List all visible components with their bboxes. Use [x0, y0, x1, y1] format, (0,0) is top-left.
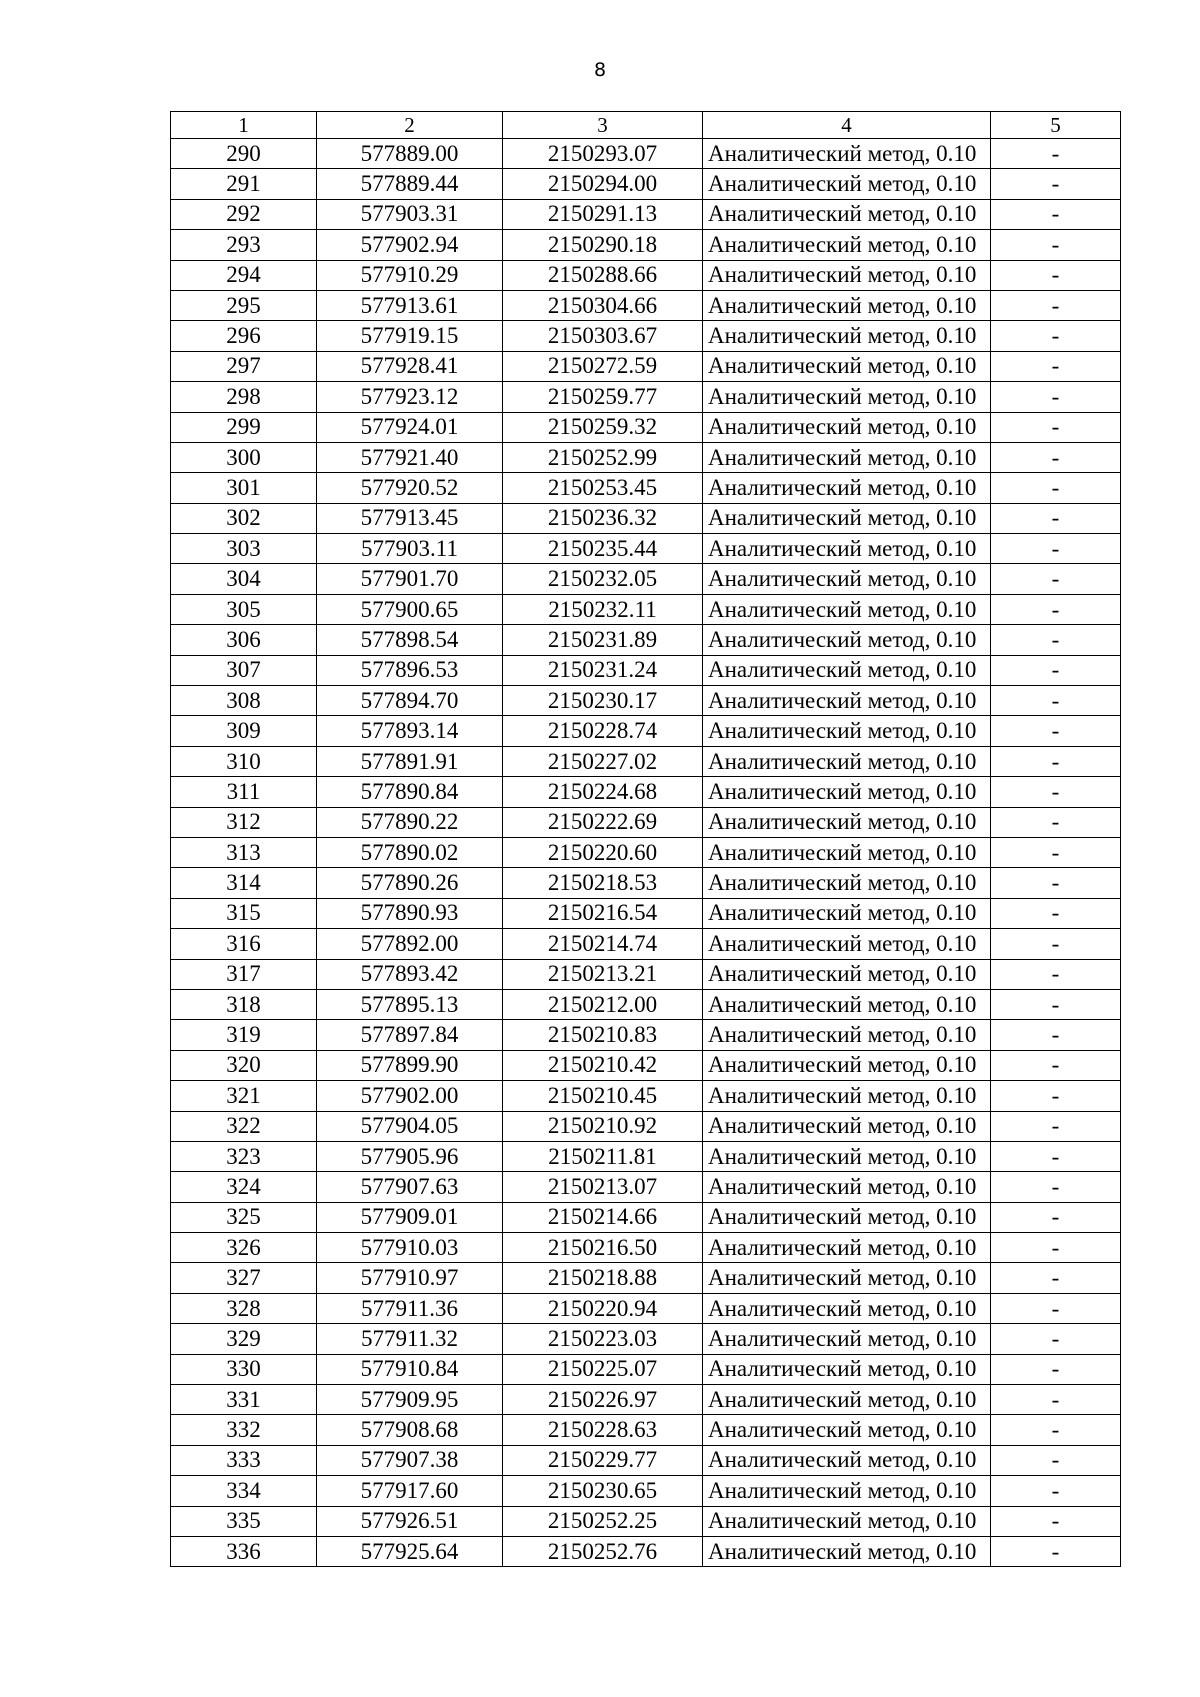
x-coordinate-cell: 577893.42 — [317, 959, 503, 989]
method-cell: Аналитический метод, 0.10 — [703, 1233, 991, 1263]
point-number-cell: 317 — [171, 959, 317, 989]
point-number-cell: 313 — [171, 837, 317, 867]
table-row — [171, 898, 1121, 928]
method-cell: Аналитический метод, 0.10 — [703, 989, 991, 1019]
point-number-cell: 307 — [171, 655, 317, 685]
point-number-cell: 292 — [171, 199, 317, 229]
x-coordinate-cell: 577909.01 — [317, 1202, 503, 1232]
x-coordinate-cell: 577907.63 — [317, 1172, 503, 1202]
method-cell: Аналитический метод, 0.10 — [703, 1445, 991, 1475]
y-coordinate-cell: 2150216.50 — [503, 1233, 703, 1263]
point-number-cell: 331 — [171, 1385, 317, 1415]
table-row — [171, 1536, 1121, 1566]
table-row — [171, 321, 1121, 351]
point-number-cell: 301 — [171, 473, 317, 503]
x-coordinate-cell: 577890.26 — [317, 868, 503, 898]
point-number-cell: 303 — [171, 534, 317, 564]
table-row — [171, 1050, 1121, 1080]
y-coordinate-cell: 2150294.00 — [503, 169, 703, 199]
table-row — [171, 290, 1121, 320]
x-coordinate-cell: 577891.91 — [317, 746, 503, 776]
table-row — [171, 746, 1121, 776]
table-row — [171, 139, 1121, 169]
y-coordinate-cell: 2150272.59 — [503, 351, 703, 381]
point-number-cell: 290 — [171, 139, 317, 169]
y-coordinate-cell: 2150235.44 — [503, 534, 703, 564]
x-coordinate-cell: 577894.70 — [317, 686, 503, 716]
remark-cell: - — [991, 139, 1121, 169]
method-cell: Аналитический метод, 0.10 — [703, 1293, 991, 1323]
column-header-2: 2 — [317, 112, 503, 139]
remark-cell: - — [991, 442, 1121, 472]
table-body — [171, 139, 1121, 1567]
point-number-cell: 298 — [171, 382, 317, 412]
y-coordinate-cell: 2150222.69 — [503, 807, 703, 837]
y-coordinate-cell: 2150230.17 — [503, 686, 703, 716]
remark-cell: - — [991, 777, 1121, 807]
table-row — [171, 625, 1121, 655]
table-row — [171, 868, 1121, 898]
method-cell: Аналитический метод, 0.10 — [703, 868, 991, 898]
table-row — [171, 1476, 1121, 1506]
remark-cell: - — [991, 716, 1121, 746]
remark-cell: - — [991, 1415, 1121, 1445]
table-row — [171, 989, 1121, 1019]
y-coordinate-cell: 2150304.66 — [503, 290, 703, 320]
point-number-cell: 329 — [171, 1324, 317, 1354]
method-cell: Аналитический метод, 0.10 — [703, 1202, 991, 1232]
x-coordinate-cell: 577924.01 — [317, 412, 503, 442]
remark-cell: - — [991, 290, 1121, 320]
point-number-cell: 321 — [171, 1081, 317, 1111]
y-coordinate-cell: 2150224.68 — [503, 777, 703, 807]
remark-cell: - — [991, 686, 1121, 716]
method-cell: Аналитический метод, 0.10 — [703, 351, 991, 381]
x-coordinate-cell: 577890.84 — [317, 777, 503, 807]
method-cell: Аналитический метод, 0.10 — [703, 1536, 991, 1566]
point-number-cell: 333 — [171, 1445, 317, 1475]
table-row — [171, 1445, 1121, 1475]
remark-cell: - — [991, 1020, 1121, 1050]
remark-cell: - — [991, 1172, 1121, 1202]
x-coordinate-cell: 577904.05 — [317, 1111, 503, 1141]
remark-cell: - — [991, 1233, 1121, 1263]
y-coordinate-cell: 2150236.32 — [503, 503, 703, 533]
point-number-cell: 326 — [171, 1233, 317, 1263]
table-row — [171, 351, 1121, 381]
x-coordinate-cell: 577917.60 — [317, 1476, 503, 1506]
method-cell: Аналитический метод, 0.10 — [703, 1385, 991, 1415]
x-coordinate-cell: 577889.00 — [317, 139, 503, 169]
y-coordinate-cell: 2150230.65 — [503, 1476, 703, 1506]
y-coordinate-cell: 2150218.88 — [503, 1263, 703, 1293]
method-cell: Аналитический метод, 0.10 — [703, 898, 991, 928]
remark-cell: - — [991, 1536, 1121, 1566]
y-coordinate-cell: 2150213.07 — [503, 1172, 703, 1202]
remark-cell: - — [991, 1141, 1121, 1171]
table-row — [171, 1263, 1121, 1293]
point-number-cell: 325 — [171, 1202, 317, 1232]
table-row — [171, 169, 1121, 199]
y-coordinate-cell: 2150288.66 — [503, 260, 703, 290]
method-cell: Аналитический метод, 0.10 — [703, 1020, 991, 1050]
method-cell: Аналитический метод, 0.10 — [703, 837, 991, 867]
point-number-cell: 306 — [171, 625, 317, 655]
point-number-cell: 324 — [171, 1172, 317, 1202]
method-cell: Аналитический метод, 0.10 — [703, 1324, 991, 1354]
method-cell: Аналитический метод, 0.10 — [703, 442, 991, 472]
table-row — [171, 594, 1121, 624]
method-cell: Аналитический метод, 0.10 — [703, 1263, 991, 1293]
remark-cell: - — [991, 169, 1121, 199]
y-coordinate-cell: 2150220.94 — [503, 1293, 703, 1323]
remark-cell: - — [991, 1506, 1121, 1536]
method-cell: Аналитический метод, 0.10 — [703, 686, 991, 716]
table-row — [171, 1354, 1121, 1384]
point-number-cell: 332 — [171, 1415, 317, 1445]
x-coordinate-cell: 577903.11 — [317, 534, 503, 564]
method-cell: Аналитический метод, 0.10 — [703, 199, 991, 229]
x-coordinate-cell: 577910.03 — [317, 1233, 503, 1263]
x-coordinate-cell: 577926.51 — [317, 1506, 503, 1536]
method-cell: Аналитический метод, 0.10 — [703, 746, 991, 776]
remark-cell: - — [991, 655, 1121, 685]
method-cell: Аналитический метод, 0.10 — [703, 1476, 991, 1506]
method-cell: Аналитический метод, 0.10 — [703, 139, 991, 169]
remark-cell: - — [991, 989, 1121, 1019]
x-coordinate-cell: 577898.54 — [317, 625, 503, 655]
point-number-cell: 330 — [171, 1354, 317, 1384]
remark-cell: - — [991, 230, 1121, 260]
x-coordinate-cell: 577908.68 — [317, 1415, 503, 1445]
y-coordinate-cell: 2150259.32 — [503, 412, 703, 442]
remark-cell: - — [991, 321, 1121, 351]
remark-cell: - — [991, 1202, 1121, 1232]
y-coordinate-cell: 2150290.18 — [503, 230, 703, 260]
y-coordinate-cell: 2150223.03 — [503, 1324, 703, 1354]
table-header-row — [171, 112, 1121, 139]
x-coordinate-cell: 577921.40 — [317, 442, 503, 472]
x-coordinate-cell: 577913.45 — [317, 503, 503, 533]
x-coordinate-cell: 577900.65 — [317, 594, 503, 624]
y-coordinate-cell: 2150291.13 — [503, 199, 703, 229]
remark-cell: - — [991, 594, 1121, 624]
remark-cell: - — [991, 564, 1121, 594]
x-coordinate-cell: 577902.94 — [317, 230, 503, 260]
column-header-1: 1 — [171, 112, 317, 139]
x-coordinate-cell: 577903.31 — [317, 199, 503, 229]
method-cell: Аналитический метод, 0.10 — [703, 716, 991, 746]
table-row — [171, 1081, 1121, 1111]
remark-cell: - — [991, 929, 1121, 959]
table-row — [171, 1141, 1121, 1171]
point-number-cell: 336 — [171, 1536, 317, 1566]
remark-cell: - — [991, 868, 1121, 898]
point-number-cell: 293 — [171, 230, 317, 260]
coordinates-table — [170, 111, 1121, 1567]
method-cell: Аналитический метод, 0.10 — [703, 594, 991, 624]
table-row — [171, 1415, 1121, 1445]
point-number-cell: 300 — [171, 442, 317, 472]
remark-cell: - — [991, 1445, 1121, 1475]
table-row — [171, 503, 1121, 533]
table-row — [171, 655, 1121, 685]
remark-cell: - — [991, 1385, 1121, 1415]
remark-cell: - — [991, 1081, 1121, 1111]
table-row — [171, 199, 1121, 229]
x-coordinate-cell: 577913.61 — [317, 290, 503, 320]
method-cell: Аналитический метод, 0.10 — [703, 1111, 991, 1141]
table-row — [171, 1233, 1121, 1263]
y-coordinate-cell: 2150218.53 — [503, 868, 703, 898]
y-coordinate-cell: 2150210.45 — [503, 1081, 703, 1111]
y-coordinate-cell: 2150216.54 — [503, 898, 703, 928]
point-number-cell: 316 — [171, 929, 317, 959]
point-number-cell: 310 — [171, 746, 317, 776]
x-coordinate-cell: 577899.90 — [317, 1050, 503, 1080]
point-number-cell: 328 — [171, 1293, 317, 1323]
page-number: 8 — [593, 59, 607, 81]
y-coordinate-cell: 2150225.07 — [503, 1354, 703, 1384]
y-coordinate-cell: 2150232.05 — [503, 564, 703, 594]
method-cell: Аналитический метод, 0.10 — [703, 230, 991, 260]
y-coordinate-cell: 2150232.11 — [503, 594, 703, 624]
y-coordinate-cell: 2150226.97 — [503, 1385, 703, 1415]
point-number-cell: 335 — [171, 1506, 317, 1536]
point-number-cell: 320 — [171, 1050, 317, 1080]
point-number-cell: 295 — [171, 290, 317, 320]
point-number-cell: 319 — [171, 1020, 317, 1050]
y-coordinate-cell: 2150220.60 — [503, 837, 703, 867]
x-coordinate-cell: 577890.93 — [317, 898, 503, 928]
remark-cell: - — [991, 959, 1121, 989]
method-cell: Аналитический метод, 0.10 — [703, 929, 991, 959]
x-coordinate-cell: 577920.52 — [317, 473, 503, 503]
x-coordinate-cell: 577890.22 — [317, 807, 503, 837]
y-coordinate-cell: 2150252.25 — [503, 1506, 703, 1536]
method-cell: Аналитический метод, 0.10 — [703, 564, 991, 594]
remark-cell: - — [991, 503, 1121, 533]
method-cell: Аналитический метод, 0.10 — [703, 290, 991, 320]
x-coordinate-cell: 577928.41 — [317, 351, 503, 381]
x-coordinate-cell: 577902.00 — [317, 1081, 503, 1111]
point-number-cell: 312 — [171, 807, 317, 837]
point-number-cell: 308 — [171, 686, 317, 716]
table-row — [171, 1172, 1121, 1202]
remark-cell: - — [991, 1111, 1121, 1141]
x-coordinate-cell: 577897.84 — [317, 1020, 503, 1050]
column-header-3: 3 — [503, 112, 703, 139]
y-coordinate-cell: 2150229.77 — [503, 1445, 703, 1475]
remark-cell: - — [991, 1263, 1121, 1293]
point-number-cell: 297 — [171, 351, 317, 381]
y-coordinate-cell: 2150213.21 — [503, 959, 703, 989]
x-coordinate-cell: 577919.15 — [317, 321, 503, 351]
x-coordinate-cell: 577910.29 — [317, 260, 503, 290]
y-coordinate-cell: 2150214.74 — [503, 929, 703, 959]
y-coordinate-cell: 2150228.74 — [503, 716, 703, 746]
point-number-cell: 311 — [171, 777, 317, 807]
y-coordinate-cell: 2150211.81 — [503, 1141, 703, 1171]
method-cell: Аналитический метод, 0.10 — [703, 260, 991, 290]
remark-cell: - — [991, 382, 1121, 412]
x-coordinate-cell: 577892.00 — [317, 929, 503, 959]
method-cell: Аналитический метод, 0.10 — [703, 1050, 991, 1080]
x-coordinate-cell: 577889.44 — [317, 169, 503, 199]
method-cell: Аналитический метод, 0.10 — [703, 625, 991, 655]
table-row — [171, 534, 1121, 564]
remark-cell: - — [991, 807, 1121, 837]
table-row — [171, 807, 1121, 837]
point-number-cell: 304 — [171, 564, 317, 594]
y-coordinate-cell: 2150303.67 — [503, 321, 703, 351]
point-number-cell: 305 — [171, 594, 317, 624]
method-cell: Аналитический метод, 0.10 — [703, 655, 991, 685]
remark-cell: - — [991, 898, 1121, 928]
point-number-cell: 315 — [171, 898, 317, 928]
y-coordinate-cell: 2150210.92 — [503, 1111, 703, 1141]
point-number-cell: 302 — [171, 503, 317, 533]
table-row — [171, 442, 1121, 472]
table-row — [171, 1385, 1121, 1415]
x-coordinate-cell: 577890.02 — [317, 837, 503, 867]
y-coordinate-cell: 2150210.42 — [503, 1050, 703, 1080]
point-number-cell: 309 — [171, 716, 317, 746]
remark-cell: - — [991, 1324, 1121, 1354]
x-coordinate-cell: 577893.14 — [317, 716, 503, 746]
table-row — [171, 777, 1121, 807]
method-cell: Аналитический метод, 0.10 — [703, 1354, 991, 1384]
y-coordinate-cell: 2150231.89 — [503, 625, 703, 655]
method-cell: Аналитический метод, 0.10 — [703, 777, 991, 807]
column-header-4: 4 — [703, 112, 991, 139]
point-number-cell: 318 — [171, 989, 317, 1019]
method-cell: Аналитический метод, 0.10 — [703, 959, 991, 989]
x-coordinate-cell: 577910.97 — [317, 1263, 503, 1293]
x-coordinate-cell: 577911.32 — [317, 1324, 503, 1354]
table-row — [171, 382, 1121, 412]
y-coordinate-cell: 2150227.02 — [503, 746, 703, 776]
x-coordinate-cell: 577895.13 — [317, 989, 503, 1019]
table-row — [171, 473, 1121, 503]
table-row — [171, 959, 1121, 989]
method-cell: Аналитический метод, 0.10 — [703, 321, 991, 351]
method-cell: Аналитический метод, 0.10 — [703, 1172, 991, 1202]
x-coordinate-cell: 577910.84 — [317, 1354, 503, 1384]
y-coordinate-cell: 2150253.45 — [503, 473, 703, 503]
remark-cell: - — [991, 625, 1121, 655]
remark-cell: - — [991, 351, 1121, 381]
point-number-cell: 334 — [171, 1476, 317, 1506]
point-number-cell: 294 — [171, 260, 317, 290]
method-cell: Аналитический метод, 0.10 — [703, 503, 991, 533]
table-row — [171, 1293, 1121, 1323]
remark-cell: - — [991, 1293, 1121, 1323]
point-number-cell: 322 — [171, 1111, 317, 1141]
table-row — [171, 1111, 1121, 1141]
method-cell: Аналитический метод, 0.10 — [703, 1081, 991, 1111]
x-coordinate-cell: 577896.53 — [317, 655, 503, 685]
x-coordinate-cell: 577907.38 — [317, 1445, 503, 1475]
remark-cell: - — [991, 837, 1121, 867]
point-number-cell: 323 — [171, 1141, 317, 1171]
method-cell: Аналитический метод, 0.10 — [703, 1506, 991, 1536]
y-coordinate-cell: 2150252.76 — [503, 1536, 703, 1566]
method-cell: Аналитический метод, 0.10 — [703, 169, 991, 199]
column-header-5: 5 — [991, 112, 1121, 139]
table-row — [171, 1020, 1121, 1050]
point-number-cell: 296 — [171, 321, 317, 351]
table-row — [171, 1324, 1121, 1354]
y-coordinate-cell: 2150210.83 — [503, 1020, 703, 1050]
table-row — [171, 929, 1121, 959]
remark-cell: - — [991, 260, 1121, 290]
remark-cell: - — [991, 1476, 1121, 1506]
table-row — [171, 686, 1121, 716]
x-coordinate-cell: 577911.36 — [317, 1293, 503, 1323]
x-coordinate-cell: 577901.70 — [317, 564, 503, 594]
remark-cell: - — [991, 473, 1121, 503]
remark-cell: - — [991, 1050, 1121, 1080]
table-row — [171, 837, 1121, 867]
remark-cell: - — [991, 199, 1121, 229]
point-number-cell: 314 — [171, 868, 317, 898]
y-coordinate-cell: 2150228.63 — [503, 1415, 703, 1445]
y-coordinate-cell: 2150293.07 — [503, 139, 703, 169]
table-row — [171, 1506, 1121, 1536]
remark-cell: - — [991, 746, 1121, 776]
point-number-cell: 327 — [171, 1263, 317, 1293]
table-row — [171, 412, 1121, 442]
remark-cell: - — [991, 1354, 1121, 1384]
x-coordinate-cell: 577909.95 — [317, 1385, 503, 1415]
table-row — [171, 716, 1121, 746]
y-coordinate-cell: 2150231.24 — [503, 655, 703, 685]
y-coordinate-cell: 2150252.99 — [503, 442, 703, 472]
remark-cell: - — [991, 534, 1121, 564]
x-coordinate-cell: 577923.12 — [317, 382, 503, 412]
y-coordinate-cell: 2150214.66 — [503, 1202, 703, 1232]
method-cell: Аналитический метод, 0.10 — [703, 1141, 991, 1171]
table-row — [171, 260, 1121, 290]
table-row — [171, 1202, 1121, 1232]
point-number-cell: 291 — [171, 169, 317, 199]
table-row — [171, 564, 1121, 594]
method-cell: Аналитический метод, 0.10 — [703, 412, 991, 442]
method-cell: Аналитический метод, 0.10 — [703, 534, 991, 564]
table-row — [171, 230, 1121, 260]
x-coordinate-cell: 577905.96 — [317, 1141, 503, 1171]
y-coordinate-cell: 2150212.00 — [503, 989, 703, 1019]
x-coordinate-cell: 577925.64 — [317, 1536, 503, 1566]
point-number-cell: 299 — [171, 412, 317, 442]
remark-cell: - — [991, 412, 1121, 442]
method-cell: Аналитический метод, 0.10 — [703, 1415, 991, 1445]
method-cell: Аналитический метод, 0.10 — [703, 382, 991, 412]
y-coordinate-cell: 2150259.77 — [503, 382, 703, 412]
method-cell: Аналитический метод, 0.10 — [703, 473, 991, 503]
method-cell: Аналитический метод, 0.10 — [703, 807, 991, 837]
